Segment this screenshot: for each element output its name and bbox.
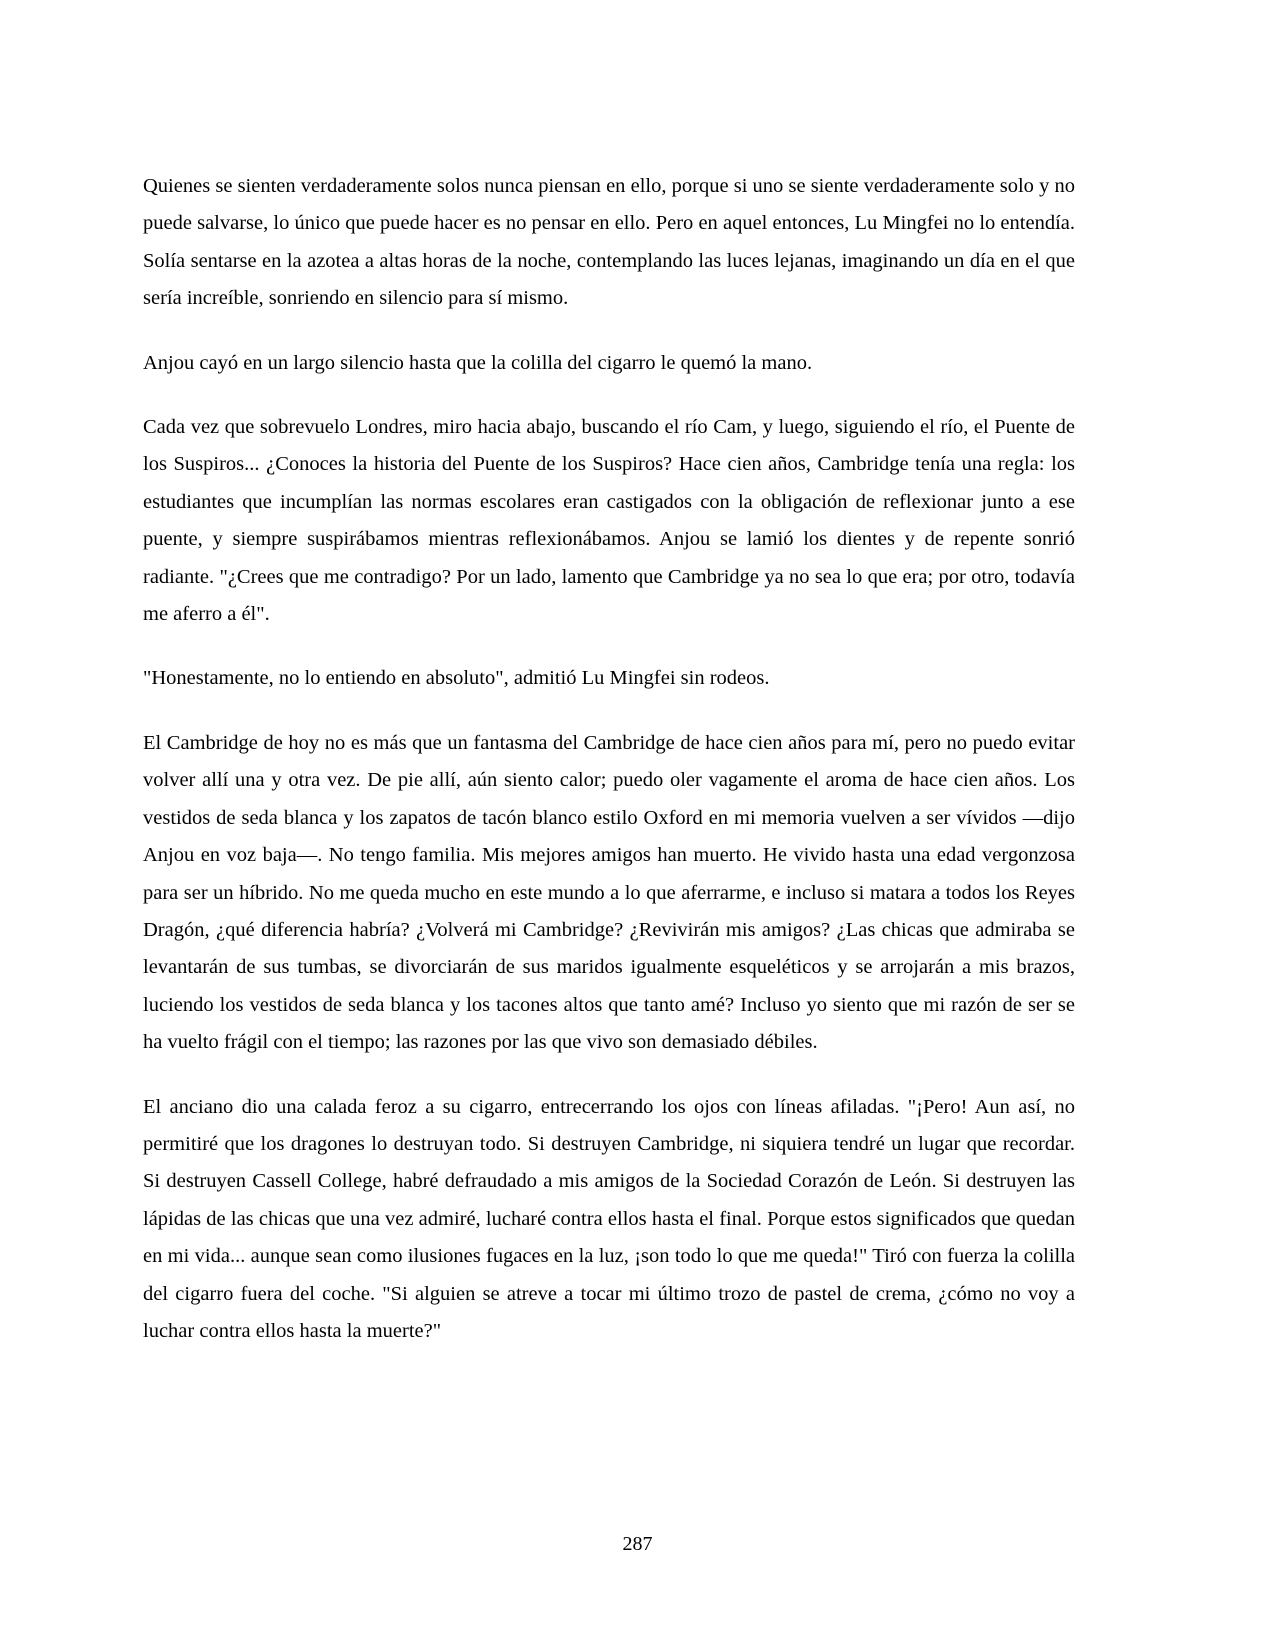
paragraph-6: El anciano dio una calada feroz a su cigarro, entrecerrando los ojos con líneas afiladas. "¡Pero! Aun así, no permitiré que los dragones lo destruyan todo. Si destruyen Cambridge, ni siquiera tendré un lugar que recordar. Si destruyen Cassell College, habré defraudado a mis amigos de la Sociedad Corazón de León. Si destruyen las lápidas de las chicas que una vez admiré, lucharé contra ellos hasta el final. Porque estos significados que quedan en mi vida... aunque sean como ilusiones fugaces en la luz, ¡son todo lo que me queda!" Tiró con fuerza la colilla del cigarro fuera del coche. "Si alguien se atreve a tocar mi último trozo de pastel de crema, ¿cómo no voy a luchar contra ellos hasta la muerte?" (143, 1095, 1075, 1342)
body-text-column (143, 168, 1075, 1350)
page-number: 287 (622, 1533, 653, 1555)
paragraph-5: El Cambridge de hoy no es más que un fantasma del Cambridge de hace cien años para mí, pero no puedo evitar volver allí una y otra vez. De pie allí, aún siento calor; puedo oler vagamente el aroma de hace cien años. Los vestidos de seda blanca y los zapatos de tacón blanco estilo Oxford en mi memoria vuelven a ser vívidos —dijo Anjou en voz baja—. No tengo familia. Mis mejores amigos han muerto. He vivido hasta una edad vergonzosa para ser un híbrido. No me queda mucho en este mundo a lo que aferrarme, e incluso si matara a todos los Reyes Dragón, ¿qué diferencia habría? ¿Volverá mi Cambridge? ¿Revivirán mis amigos? ¿Las chicas que admiraba se levantarán de sus tumbas, se divorciarán de sus maridos igualmente esqueléticos y se arrojarán a mis brazos, luciendo los vestidos de seda blanca y los tacones altos que tanto amé? Incluso yo siento que mi razón de ser se ha vuelto frágil con el tiempo; las razones por las que vivo son demasiado débiles. (143, 731, 1075, 1054)
paragraph-4: "Honestamente, no lo entiendo en absoluto", admitió Lu Mingfei sin rodeos. (143, 667, 770, 690)
paragraph-3: Cada vez que sobrevuelo Londres, miro hacia abajo, buscando el río Cam, y luego, siguiendo el río, el Puente de los Suspiros... ¿Conoces la historia del Puente de los Suspiros? Hace cien años, Cambridge tenía una regla: los estudiantes que incumplían las normas escolares eran castigados con la obligación de reflexionar junto a ese puente, y siempre suspirábamos mientras reflexionábamos. Anjou se lamió los dientes y de repente sonrió radiante. "¿Crees que me contradigo? Por un lado, lamento que Cambridge ya no sea lo que era; por otro, todavía me aferro a él". (143, 416, 1075, 626)
paragraph-1: Quienes se sienten verdaderamente solos nunca piensan en ello, porque si uno se siente verdaderamente solo y no puede salvarse, lo único que puede hacer es no pensar en ello. Pero en aquel entonces, Lu Mingfei no lo entendía. Solía sentarse en la azotea a altas horas de la noche, contemplando las luces lejanas, imaginando un día en el que sería increíble, sonriendo en silencio para sí mismo. (143, 175, 1075, 310)
paragraph-2: Anjou cayó en un largo silencio hasta que la colilla del cigarro le quemó la mano. (143, 351, 813, 374)
